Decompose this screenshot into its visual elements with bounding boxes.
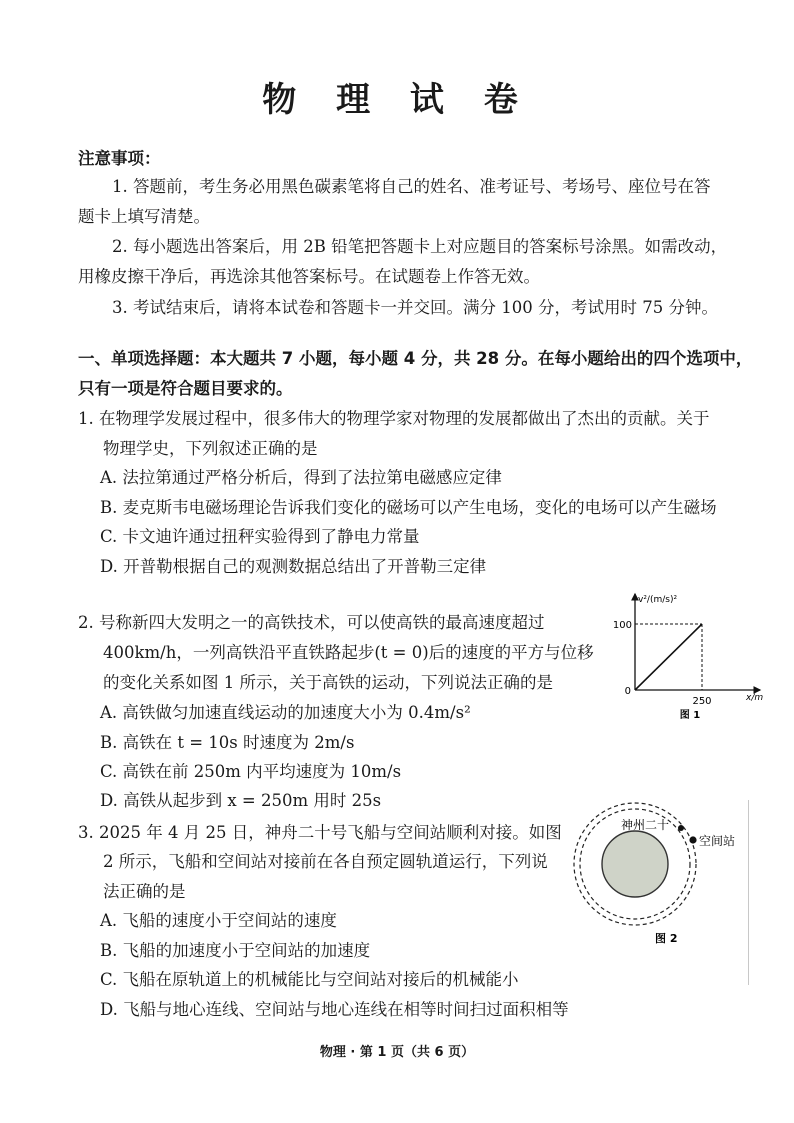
question-3-stem-line-1: 3. 2025 年 4 月 25 日，神舟二十号飞船与空间站顺利对接。如图	[78, 823, 562, 842]
page-title: 物 理 试 卷	[262, 80, 532, 120]
figure-2-caption: 图 2	[655, 932, 678, 945]
notice-item-3: 3. 考试结束后，请将本试卷和答题卡一并交回。满分 100 分，考试用时 75 分钟。	[112, 298, 718, 317]
data-line	[635, 624, 702, 690]
origin-label: 0	[624, 686, 631, 697]
question-1-option-a: A. 法拉第通过严格分析后，得到了法拉第电磁感应定律	[100, 468, 502, 487]
question-1-option-d: D. 开普勒根据自己的观测数据总结出了开普勒三定律	[100, 557, 487, 576]
notice-item-2-line-1: 2. 每小题选出答案后，用 2B 铅笔把答题卡上对应题目的答案标号涂黑。如需改动，	[112, 237, 728, 256]
notice-item-1-line-1: 1. 答题前，考生务必用黑色碳素笔将自己的姓名、准考证号、考场号、座位号在答	[112, 177, 711, 196]
section-1-heading-line-2: 只有一项是符合题目要求的。	[78, 379, 293, 398]
section-1-heading-line-1: 一、单项选择题：本大题共 7 小题，每小题 4 分，共 28 分。在每小题给出的四个选项中，	[78, 349, 753, 368]
question-1-option-c: C. 卡文迪许通过扭秤实验得到了静电力常量	[100, 527, 420, 546]
notice-item-1-line-2: 题卡上填写清楚。	[78, 207, 210, 226]
question-3-option-a: A. 飞船的速度小于空间站的速度	[100, 911, 337, 930]
question-3-stem-line-3: 法正确的是	[103, 882, 186, 901]
notice-item-2-line-2: 用橡皮擦干净后，再选涂其他答案标号。在试题卷上作答无效。	[78, 267, 540, 286]
question-2-option-a: A. 高铁做匀加速直线运动的加速度大小为 0.4m/s²	[100, 703, 471, 722]
y-axis-label: v²/(m/s)²	[638, 595, 678, 605]
x-tick-label: 250	[692, 696, 712, 707]
question-3-stem-line-2: 2 所示，飞船和空间站对接前在各自预定圆轨道运行，下列说	[103, 852, 548, 871]
spacecraft-marker	[678, 825, 684, 831]
question-2-stem-line-3: 的变化关系如图 1 所示，关于高铁的运动，下列说法正确的是	[103, 673, 553, 692]
notice-heading: 注意事项：	[78, 149, 161, 168]
space-station-label: 空间站	[699, 834, 736, 848]
space-station-marker	[689, 836, 696, 843]
question-3-option-c: C. 飞船在原轨道上的机械能比与空间站对接后的机械能小	[100, 970, 519, 989]
question-1-option-b: B. 麦克斯韦电磁场理论告诉我们变化的磁场可以产生电场，变化的电场可以产生磁场	[100, 498, 717, 517]
question-1-stem-line-1: 1. 在物理学发展过程中，很多伟大的物理学家对物理的发展都做出了杰出的贡献。关于	[78, 409, 710, 428]
earth	[602, 831, 668, 897]
question-3-option-b: B. 飞船的加速度小于空间站的加速度	[100, 941, 371, 960]
scan-edge-line	[748, 800, 749, 985]
figure-2-orbits	[565, 802, 750, 952]
question-2-stem-line-1: 2. 号称新四大发明之一的高铁技术，可以使高铁的最高速度超过	[78, 613, 545, 632]
question-2-option-c: C. 高铁在前 250m 内平均速度为 10m/s	[100, 762, 402, 781]
question-3-option-d: D. 飞船与地心连线、空间站与地心连线在相等时间扫过面积相等	[100, 1000, 569, 1019]
figure-1-graph	[610, 588, 770, 728]
page-footer: 物理 · 第 1 页（共 6 页）	[319, 1045, 475, 1060]
question-2-option-b: B. 高铁在 t = 10s 时速度为 2m/s	[100, 733, 355, 752]
question-2-option-d: D. 高铁从起步到 x = 250m 用时 25s	[100, 791, 382, 810]
spacecraft-label: 神州二十	[621, 818, 670, 832]
figure-1-caption: 图 1	[679, 710, 701, 721]
question-2-stem-line-2: 400km/h，一列高铁沿平直铁路起步(t = 0)后的速度的平方与位移	[103, 643, 594, 662]
x-axis-label: x/m	[746, 693, 764, 703]
question-1-stem-line-2: 物理学史，下列叙述正确的是	[103, 439, 318, 458]
y-tick-label: 100	[612, 620, 632, 631]
